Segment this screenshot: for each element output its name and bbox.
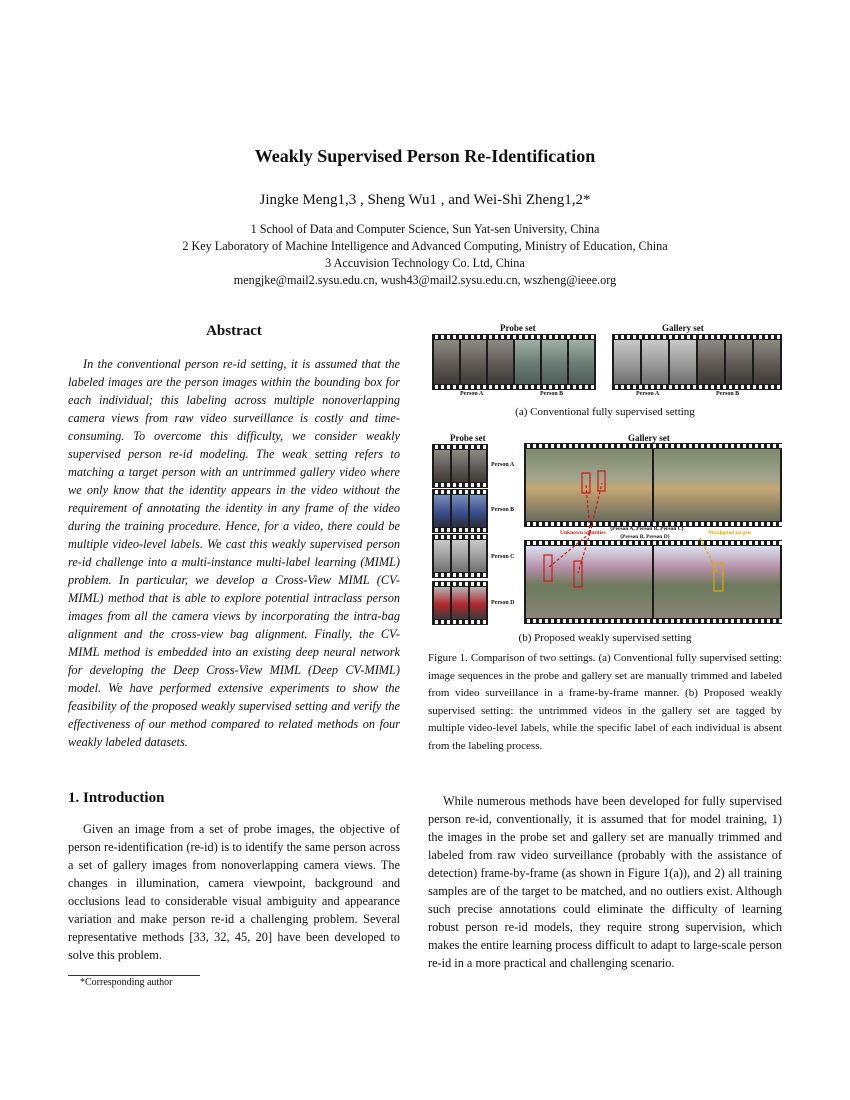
bag-label-2: {Person B, Person D} [620, 534, 670, 540]
footnote: *Corresponding author [80, 977, 173, 988]
abstract-heading: Abstract [206, 323, 262, 339]
fig-b-person-label: Person D [491, 600, 515, 606]
fig-a-person-label: Person B [540, 391, 564, 397]
probe-filmstrip-a [432, 334, 596, 390]
fig-a-person-label: Person B [716, 391, 740, 397]
fig-b-gallery-label: Gallery set [628, 433, 670, 443]
fig-a-probe-label: Probe set [500, 323, 536, 333]
introduction-heading: 1. Introduction [68, 790, 165, 806]
bag-label-1: {Person A, Person B, Person C} [610, 526, 684, 532]
fig-a-person-label: Person A [636, 391, 660, 397]
outlier-label: Misaligned targets [708, 530, 752, 536]
gallery-filmstrip-a [612, 334, 782, 390]
affiliation-3: 3 Accuvision Technology Co. Ltd, China [325, 256, 525, 270]
fig-a-gallery-label: Gallery set [662, 323, 704, 333]
footnote-rule [68, 975, 200, 976]
affiliation-1: 1 School of Data and Computer Science, Sun Yat-sen University, China [250, 222, 600, 236]
figure-1-caption: Figure 1. Comparison of two settings. (a) Conventional fully supervised setting: image sequences in the probe and gallery set are manually trimmed and labeled from video surveillance in a frame-by-frame manner. (b) Proposed weakly supervised setting: the untrimmed videos in the gallery set are tagged by multiple video-level labels, while the specific label of each individual is absent from the labeling process. [428, 652, 782, 752]
introduction-paragraph-2: While numerous methods have been developed for fully supervised person re-id, conventionally, it is assumed that for model training, 1) the images in the probe set and gallery set are manually trimmed and labeled from raw video surveillance (probably with the assistance of detection) frame-by-frame (as shown in Figure 1(a)), and 2) all training samples are of the target to be matched, and no outliers exist. Although such precise annotations could eliminate the difficulty of learning robust person re-id models, they require strong supervision, which makes the entire learning process difficult to adapt to large-scale person re-id in a more practical and challenging scenario. [428, 794, 782, 970]
affiliation-2: 2 Key Laboratory of Machine Intelligence and Advanced Computing, Ministry of Education, China [182, 239, 668, 253]
probe-filmstrip-b [432, 444, 488, 488]
fig-a-caption: (a) Conventional fully supervised setting [515, 406, 695, 418]
fig-b-caption: (b) Proposed weakly supervised setting [518, 632, 692, 644]
probe-filmstrip-b [432, 534, 488, 578]
fig-a-person-label: Person A [460, 391, 484, 397]
unknown-identities-label: Unknown identities [560, 530, 606, 536]
fig-b-person-label: Person B [491, 507, 515, 513]
fig-b-person-label: Person A [491, 462, 515, 468]
probe-filmstrip-b [432, 581, 488, 625]
abstract-text: In the conventional person re-id setting, it is assumed that the labeled images are the person images within the bounding box for each individual; this labeling across multiple nonoverlapping camera views from raw video surveillance is costly and time-consuming. To overcome this difficulty, we consider weakly supervised person re-id modeling. The weak setting refers to matching a target person with an untrimmed gallery video where we only know that the identity appears in the video without the requirement of annotating the identity in any frame of the video during the training procedure. Hence, for a video, there could be multiple video-level labels. We cast this weakly supervised person re-id challenge into a multi-instance multi-label learning (MIML) problem. In particular, we develop a Cross-View MIML (CV-MIML) method that is able to explore potential intraclass person images from all the camera views by incorporating the intra-bag alignment and the cross-view bag alignment. Finally, the CV-MIML method is embedded into an existing deep neural network for developing the Deep Cross-View MIML (Deep CV-MIML) model. We have performed extensive experiments to show the feasibility of the proposed weakly supervised setting and verify the effectiveness of our method compared to related methods on four weakly labeled datasets. [68, 357, 400, 749]
author-list: Jingke Meng1,3 , Sheng Wu1 , and Wei-Shi Zheng1,2* [259, 192, 591, 208]
probe-filmstrip-b [432, 489, 488, 533]
paper-title: Weakly Supervised Person Re-Identification [254, 146, 596, 166]
author-emails: mengjke@mail2.sysu.edu.cn, wush43@mail2.sysu.edu.cn, wszheng@ieee.org [233, 273, 617, 287]
fig-b-probe-label: Probe set [450, 433, 486, 443]
introduction-paragraph-1: Given an image from a set of probe images, the objective of person re-identification (re-id) is to identify the same person across a set of gallery images from nonoverlapping camera views. The changes in illumination, camera viewpoint, background and occlusions lead to considerable visual ambiguity and appearance variation and make person re-id a challenging problem. Several representative methods [33, 32, 45, 20] have been developed to solve this problem. [68, 822, 400, 962]
fig-b-person-label: Person C [491, 554, 515, 560]
